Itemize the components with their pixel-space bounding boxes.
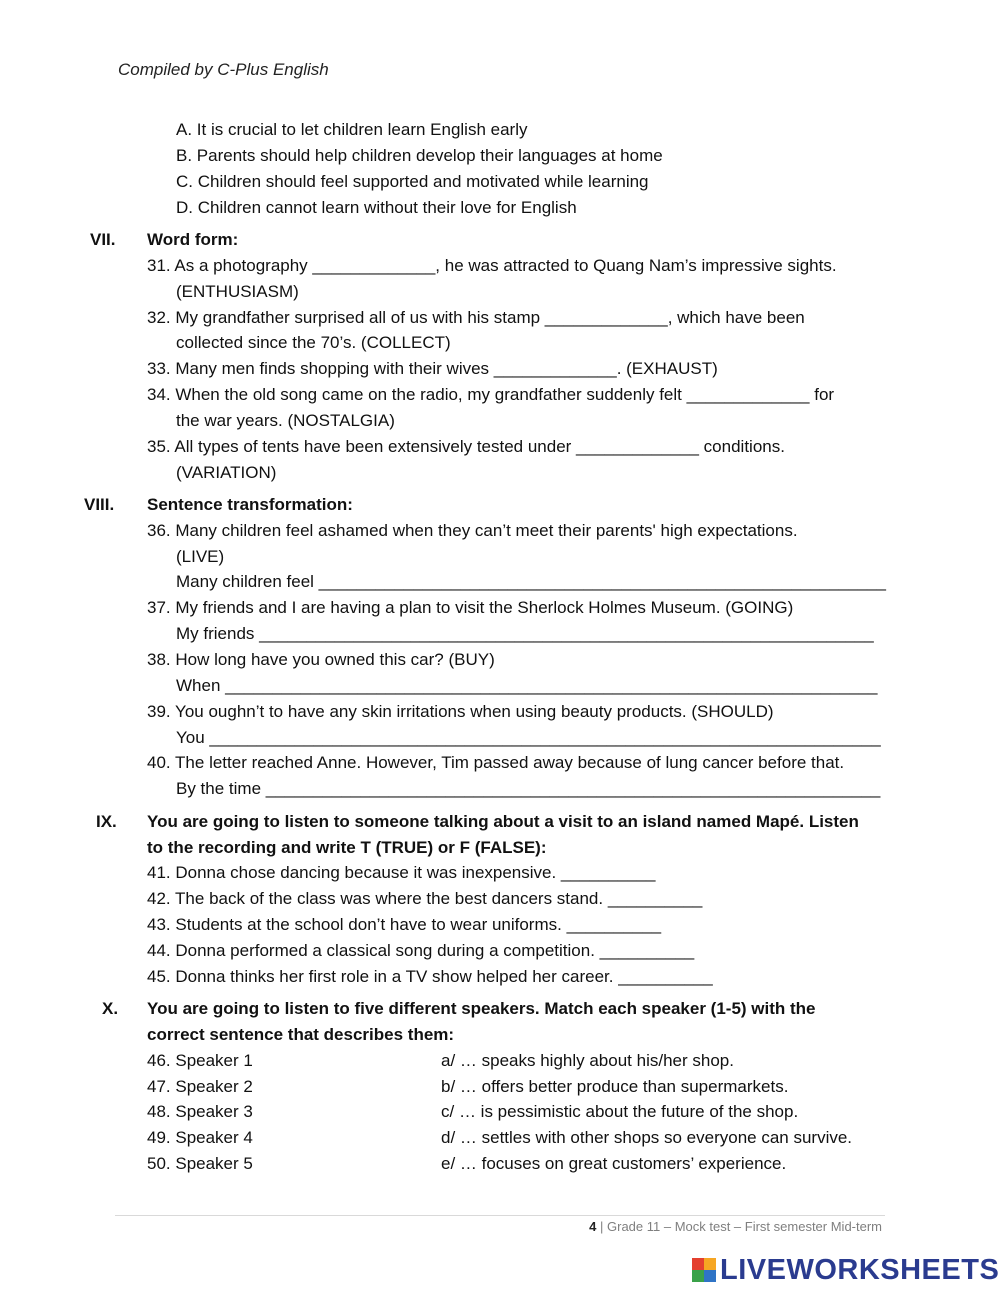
- section-9-title-cont: to the recording and write T (TRUE) or F (FALSE):: [147, 838, 547, 857]
- section-7-title: Word form:: [147, 230, 239, 249]
- question-33: 33. Many men finds shopping with their wives _____________. (EXHAUST): [147, 359, 718, 378]
- question-44: 44. Donna performed a classical song during a competition. __________: [147, 941, 695, 960]
- question-38: 38. How long have you owned this car? (BUY): [147, 650, 495, 669]
- question-42: 42. The back of the class was where the best dancers stand. __________: [147, 889, 703, 908]
- section-9-numeral: IX.: [96, 812, 117, 831]
- question-31: 31. As a photography _____________, he was attracted to Quang Nam’s impressive sights.: [147, 256, 837, 275]
- compiled-by-header: Compiled by C-Plus English: [118, 60, 329, 79]
- description-d: d/ … settles with other shops so everyone can survive.: [441, 1128, 853, 1147]
- question-41: 41. Donna chose dancing because it was inexpensive. __________: [147, 863, 656, 882]
- speaker-5: 50. Speaker 5: [147, 1154, 253, 1173]
- section-9-title: You are going to listen to someone talking about a visit to an island named Mapé. Listen: [147, 812, 859, 831]
- section-8-title: Sentence transformation:: [147, 495, 353, 514]
- speaker-1: 46. Speaker 1: [147, 1051, 253, 1070]
- logo-mark-icon: [692, 1258, 716, 1282]
- question-43: 43. Students at the school don’t have to wear uniforms. __________: [147, 915, 662, 934]
- question-36-cue: (LIVE): [176, 547, 225, 566]
- question-34: 34. When the old song came on the radio, my grandfather suddenly felt _____________ for: [147, 385, 835, 404]
- section-8-numeral: VIII.: [84, 495, 115, 514]
- section-10-title-cont: correct sentence that describes them:: [147, 1025, 455, 1044]
- logo-mark-orange: [704, 1258, 716, 1270]
- option-c: C. Children should feel supported and motivated while learning: [176, 172, 649, 191]
- page-number: 4: [589, 1219, 597, 1234]
- description-b: b/ … offers better produce than supermarkets.: [441, 1077, 789, 1096]
- answer-40[interactable]: By the time _________________________________________________________________: [176, 779, 881, 798]
- speaker-3: 48. Speaker 3: [147, 1102, 253, 1121]
- answer-37[interactable]: My friends _________________________________________________________________: [176, 624, 874, 643]
- question-34-cont: the war years. (NOSTALGIA): [176, 411, 395, 430]
- option-d: D. Children cannot learn without their love for English: [176, 198, 577, 217]
- question-32-cont: collected since the 70’s. (COLLECT): [176, 333, 451, 352]
- speaker-4: 49. Speaker 4: [147, 1128, 253, 1147]
- question-36: 36. Many children feel ashamed when they can’t meet their parents' high expectations.: [147, 521, 798, 540]
- logo-wordmark: LIVEWORKSHEETS: [720, 1253, 1000, 1286]
- page-footer: [589, 1219, 882, 1234]
- answer-38[interactable]: When _____________________________________________________________________: [176, 676, 878, 695]
- question-35-cont: (VARIATION): [176, 463, 277, 482]
- footer-separator: |: [596, 1219, 607, 1234]
- description-e: e/ … focuses on great customers’ experience.: [441, 1154, 787, 1173]
- answer-36[interactable]: Many children feel ____________________________________________________________: [176, 572, 886, 591]
- section-7-numeral: VII.: [90, 230, 116, 249]
- question-32: 32. My grandfather surprised all of us with his stamp _____________, which have been: [147, 308, 805, 327]
- speaker-2: 47. Speaker 2: [147, 1077, 253, 1096]
- question-40: 40. The letter reached Anne. However, Tim passed away because of lung cancer before that.: [147, 753, 845, 772]
- option-a: A. It is crucial to let children learn English early: [176, 120, 528, 139]
- option-b: B. Parents should help children develop their languages at home: [176, 146, 663, 165]
- section-10-numeral: X.: [102, 999, 119, 1018]
- footer-text: Grade 11 – Mock test – First semester Mid-term: [607, 1219, 882, 1234]
- section-10-title: You are going to listen to five different speakers. Match each speaker (1-5) with the: [147, 999, 816, 1018]
- description-a: a/ … speaks highly about his/her shop.: [441, 1051, 734, 1070]
- logo-mark-red: [692, 1258, 704, 1270]
- logo-mark-green: [692, 1270, 704, 1282]
- question-35: 35. All types of tents have been extensively tested under _____________ conditions.: [147, 437, 785, 456]
- logo-mark-blue: [704, 1270, 716, 1282]
- question-31-cont: (ENTHUSIASM): [176, 282, 299, 301]
- description-c: c/ … is pessimistic about the future of the shop.: [441, 1102, 799, 1121]
- footer-divider: [115, 1215, 885, 1216]
- question-39: 39. You oughn’t to have any skin irritations when using beauty products. (SHOULD): [147, 702, 774, 721]
- answer-39[interactable]: You _______________________________________________________________________: [176, 728, 881, 747]
- liveworksheets-logo: [692, 1254, 999, 1286]
- question-45: 45. Donna thinks her first role in a TV show helped her career. __________: [147, 967, 713, 986]
- question-37: 37. My friends and I are having a plan to visit the Sherlock Holmes Museum. (GOING): [147, 598, 794, 617]
